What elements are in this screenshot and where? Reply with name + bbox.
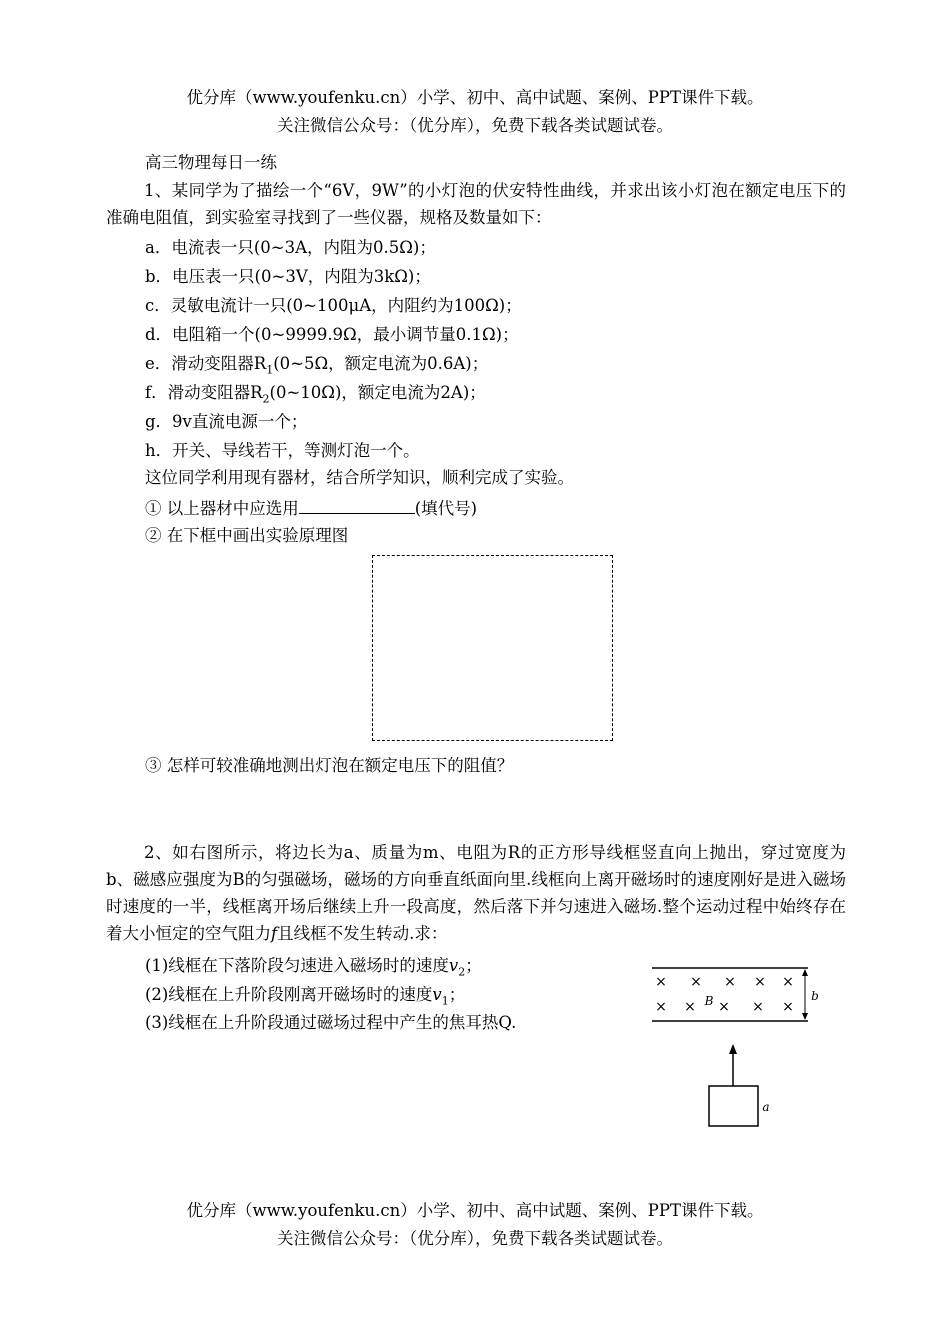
q1-summary: 这位同学利用现有器材，结合所学知识，顺利完成了实验。 [145,468,574,487]
q2-body: 2、如右图所示，将边长为a、质量为m、电阻为R的正方形导线框竖直向上抛出，穿过宽度为b、磁感应强度为B的匀强磁场，磁场的方向垂直纸面向里.线框向上离开磁场时的速度刚好是进入磁场时速度的一半，线框离开场后继续上升一段高度，然后落下并匀速进入磁场.整个运动过程中始终存在着大小恒定的空气阻力f且线框不发生转动.求： [106,843,846,943]
diagram-box [372,555,613,741]
q1-item-e: e．滑动变阻器$R_1(0\sim 5\Omega$，额定电流为0.6A)； [145,354,489,377]
field-cross-mark: × [684,999,696,1015]
q1-item-h: h．开关、导线若干，等测灯泡一个。 [145,441,420,460]
field-cross-mark: × [690,974,702,990]
field-cross-mark: × [718,999,730,1015]
answer-blank[interactable] [299,497,415,514]
q1-item-c: c．灵敏电流计一只(0~100μA，内阻约为100Ω)； [145,296,522,315]
q1-item-f: f．滑动变阻器$R_2(0\sim 10\Omega)$，额定电流为2A)； [145,383,486,406]
field-cross-mark: × [752,999,764,1015]
field-cross-mark: × [782,999,794,1015]
width-arrow-up [802,969,808,976]
header-line-1: 优分库（www.youfenku.cn）小学、初中、高中试题、案例、PPT课件下载。 [186,88,764,107]
width-arrow-down [802,1013,808,1020]
page-title: 高三物理每日一练 [145,153,277,172]
field-cross-mark: × [655,999,667,1015]
q1-sub-2: ② 在下框中画出实验原理图 [145,526,349,545]
footer-line-1: 优分库（www.youfenku.cn）小学、初中、高中试题、案例、PPT课件下载。 [186,1201,764,1220]
q1-item-a: a．电流表一只(0~3A，内阻为0.5Ω)； [145,238,436,257]
q1-sub-1: ① 以上器材中应选用 (填代号) [145,499,478,518]
q1-item-d: d．电阻箱一个(0~9999.9Ω，最小调节量0.1Ω)； [145,325,519,344]
frame-side-label: a [762,1100,770,1114]
q1-item-b: b．电压表一只(0~3V，内阻为3kΩ)； [145,267,431,286]
q1-item-g: g．9v直流电源一个； [145,412,308,431]
field-cross-mark: × [754,974,766,990]
field-cross-mark: × [782,974,794,990]
q2-part-1: (1)线框在下落阶段匀速进入磁场时的速度$v_2$； [145,956,482,979]
header-line-2: 关注微信公众号：（优分库），免费下载各类试题试卷。 [277,116,673,135]
field-cross-mark: × [724,974,736,990]
q2-part-2: (2)线框在上升阶段刚离开磁场时的速度$v_1$； [145,985,466,1008]
q1-sub-3: ③ 怎样可较准确地测出灯泡在额定电压下的阻值？ [145,756,514,775]
width-label: b [811,989,819,1003]
q2-part-3: (3)线框在上升阶段通过磁场过程中产生的焦耳热Q. [145,1013,517,1032]
magnetic-field-figure [648,960,828,1135]
q1-intro: 1、某同学为了描绘一个“6V，9W”的小灯泡的伏安特性曲线，并求出该小灯泡在额定电压下的准确电阻值，到实验室寻找到了一些仪器，规格及数量如下： [106,181,846,227]
velocity-arrow-head [729,1044,737,1054]
footer-line-2: 关注微信公众号：（优分库），免费下载各类试题试卷。 [277,1229,673,1248]
field-cross-mark: × [655,974,667,990]
square-wire-frame [709,1086,758,1126]
field-label-b: B [704,994,714,1008]
